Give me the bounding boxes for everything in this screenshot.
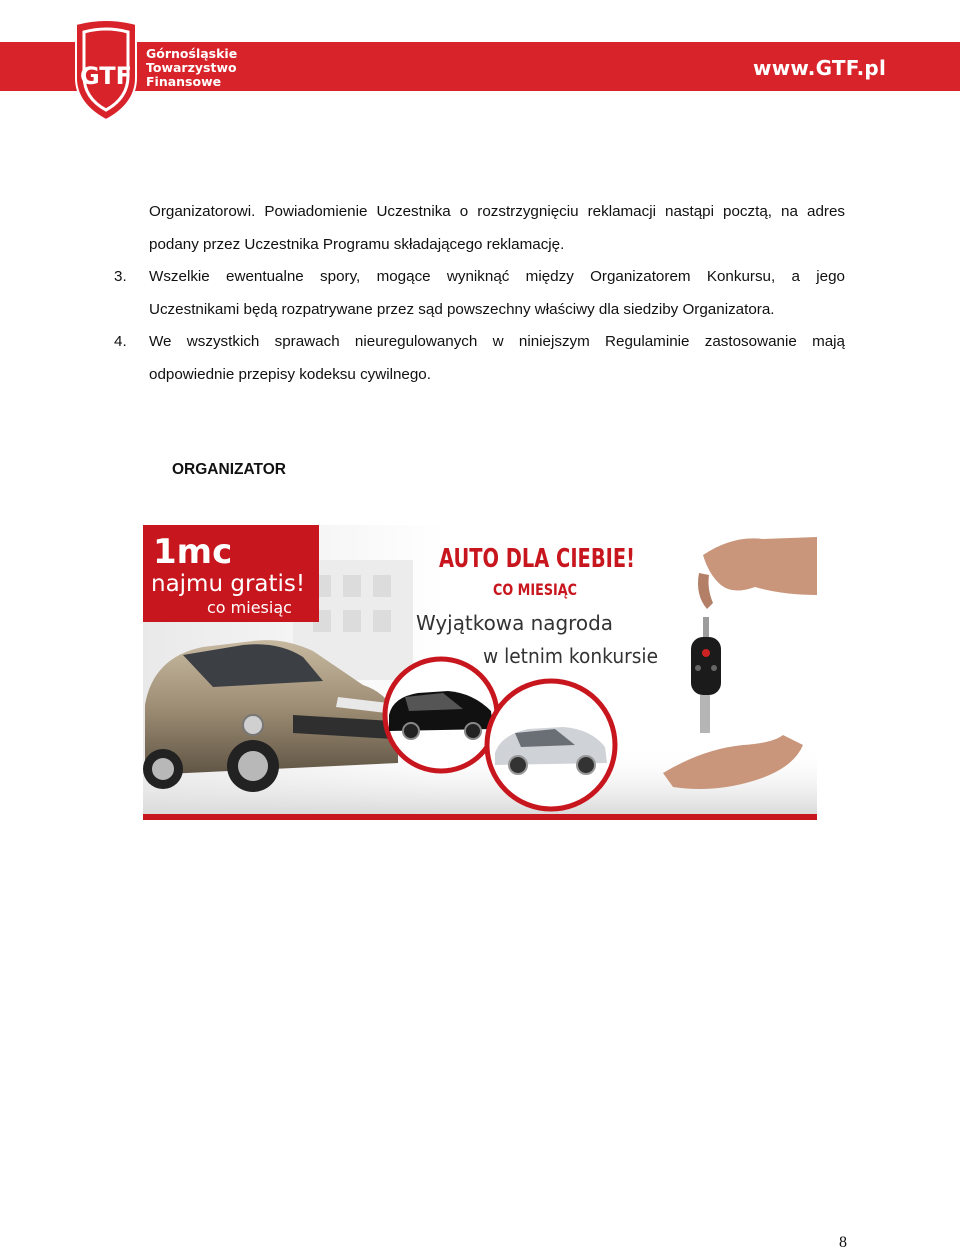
badge-title: 1mc <box>153 532 233 572</box>
list-item-number: 4. <box>114 333 127 350</box>
offer-badge <box>143 525 319 622</box>
paragraph-line: odpowiednie przepisy kodeksu cywilnego. <box>149 365 431 383</box>
paragraph-line: Wszelkie ewentualne spory, mogące wyniknąć między Organizatorem Konkursu, a jego <box>149 268 845 285</box>
company-name <box>146 47 237 89</box>
page-number: 8 <box>839 1234 847 1251</box>
badge-caption: co miesiąc <box>207 598 292 617</box>
paragraph-line: Uczestnikami będą rozpatrywane przez sąd powszechny właściwy dla siedziby Organizatora. <box>149 300 775 318</box>
list-item-3 <box>114 261 845 326</box>
prize-circle-black-car <box>385 659 497 771</box>
prize-circle-silver-car <box>487 681 615 809</box>
logo-mark-text: GTF <box>79 62 133 90</box>
badge-subtitle: najmu gratis! <box>151 571 306 597</box>
banner-tagline-line1: Wyjątkowa nagroda <box>416 611 613 635</box>
company-name-line1: Górnośląskie <box>146 46 238 61</box>
company-logo-icon <box>72 18 140 122</box>
banner-headline: AUTO DLA CIEBIE! <box>439 544 635 574</box>
paragraph-line: podany przez Uczestnika Programu składającego reklamację. <box>149 235 565 253</box>
paragraph-continuation <box>114 196 845 261</box>
website-link[interactable]: www.GTF.pl <box>753 56 886 80</box>
paragraph-line: Organizatorowi. Powiadomienie Uczestnika o rozstrzygnięciu reklamacji nastąpi pocztą, na adres <box>149 203 845 220</box>
list-item-4 <box>114 326 845 391</box>
list-item-number: 3. <box>114 268 127 285</box>
banner-tagline-line2: w letnim konkursie <box>483 644 658 668</box>
paragraph-line: We wszystkich sprawach nieuregulowanych w niniejszym Regulaminie zastosowanie mają <box>149 333 845 350</box>
banner-subheadline: CO MIESIĄC <box>493 580 577 599</box>
company-name-line3: Finansowe <box>146 74 222 89</box>
organizer-heading: ORGANIZATOR <box>172 461 286 478</box>
company-name-line2: Towarzystwo <box>146 60 237 75</box>
promo-banner <box>143 525 817 820</box>
